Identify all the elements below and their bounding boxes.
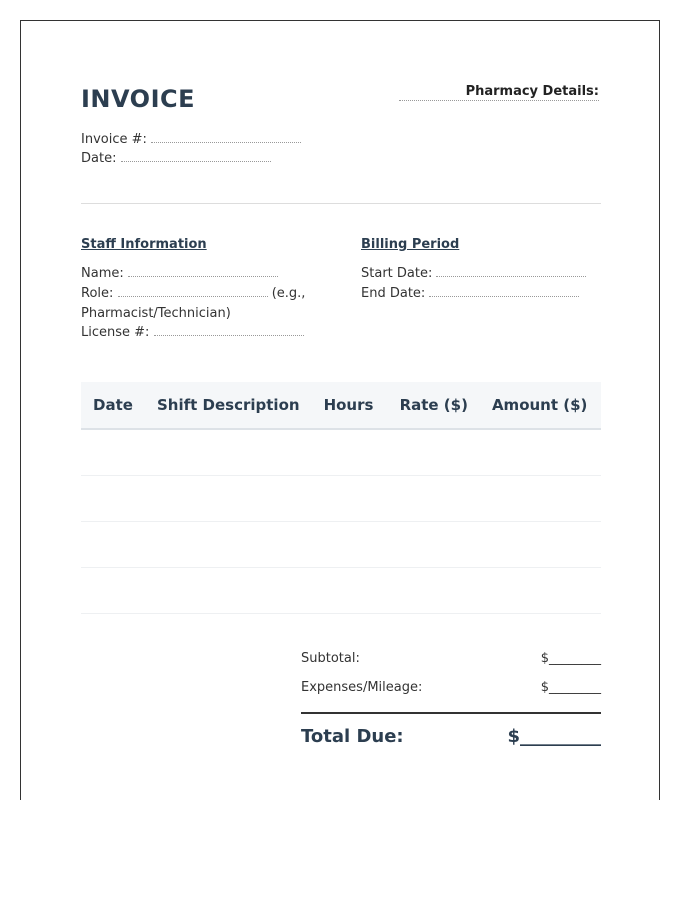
- table-row[interactable]: [81, 476, 601, 522]
- invoice-number-field[interactable]: [81, 132, 301, 147]
- invoice-title: INVOICE: [81, 85, 196, 113]
- cell-date[interactable]: [81, 568, 145, 614]
- billing-end-field[interactable]: [361, 286, 579, 301]
- staff-license-blank[interactable]: [154, 334, 304, 336]
- cell-hours[interactable]: [312, 568, 388, 614]
- billing-start-blank[interactable]: [436, 275, 586, 277]
- staff-license-field[interactable]: [81, 325, 304, 340]
- table-row[interactable]: [81, 522, 601, 568]
- cell-rate[interactable]: [388, 568, 480, 614]
- col-header-date: Date: [81, 382, 145, 429]
- table-header-row: [81, 382, 601, 429]
- cell-amount[interactable]: [480, 522, 601, 568]
- cell-amount[interactable]: [480, 476, 601, 522]
- invoice-date-blank[interactable]: [121, 160, 271, 162]
- invoice-page: [20, 20, 660, 800]
- staff-role-blank[interactable]: [118, 295, 268, 297]
- staff-role-label: Role:: [81, 286, 114, 301]
- staff-name-blank[interactable]: [128, 275, 278, 277]
- line-items-table: [81, 382, 601, 614]
- table-row[interactable]: [81, 568, 601, 614]
- subtotal-value[interactable]: $________: [540, 651, 601, 666]
- cell-date[interactable]: [81, 429, 145, 476]
- cell-hours[interactable]: [312, 476, 388, 522]
- staff-name-label: Name:: [81, 266, 124, 281]
- invoice-number-blank[interactable]: [151, 141, 301, 143]
- pharmacy-details-label: Pharmacy Details:: [399, 84, 599, 101]
- header-divider: [81, 203, 601, 204]
- billing-period-heading: Billing Period: [361, 237, 460, 252]
- cell-hours[interactable]: [312, 429, 388, 476]
- cell-date[interactable]: [81, 476, 145, 522]
- cell-shift-description[interactable]: [145, 522, 312, 568]
- cell-shift-description[interactable]: [145, 568, 312, 614]
- invoice-date-field[interactable]: [81, 151, 271, 166]
- staff-name-field[interactable]: [81, 266, 278, 281]
- total-due-label: Total Due:: [301, 726, 404, 747]
- billing-end-blank[interactable]: [429, 295, 579, 297]
- cell-amount[interactable]: [480, 568, 601, 614]
- col-header-shift-description: Shift Description: [145, 382, 312, 429]
- expenses-label: Expenses/Mileage:: [301, 680, 423, 695]
- cell-shift-description[interactable]: [145, 476, 312, 522]
- staff-info-heading: Staff Information: [81, 237, 207, 252]
- invoice-number-label: Invoice #:: [81, 132, 147, 147]
- invoice-date-label: Date:: [81, 151, 117, 166]
- billing-start-label: Start Date:: [361, 266, 433, 281]
- staff-role-hint-cont: Pharmacist/Technician): [81, 306, 231, 321]
- total-due-value[interactable]: $_________: [507, 726, 601, 747]
- cell-date[interactable]: [81, 522, 145, 568]
- col-header-amount: Amount ($): [480, 382, 601, 429]
- cell-shift-description[interactable]: [145, 429, 312, 476]
- expenses-value[interactable]: $________: [540, 680, 601, 695]
- staff-role-hint: (e.g.,: [271, 286, 306, 301]
- cell-amount[interactable]: [480, 429, 601, 476]
- total-divider: [301, 712, 601, 714]
- col-header-rate: Rate ($): [388, 382, 480, 429]
- staff-license-label: License #:: [81, 325, 150, 340]
- cell-hours[interactable]: [312, 522, 388, 568]
- billing-start-field[interactable]: [361, 266, 586, 281]
- col-header-hours: Hours: [312, 382, 388, 429]
- subtotal-label: Subtotal:: [301, 651, 360, 666]
- cell-rate[interactable]: [388, 429, 480, 476]
- staff-role-field[interactable]: [81, 286, 305, 301]
- table-row[interactable]: [81, 429, 601, 476]
- cell-rate[interactable]: [388, 522, 480, 568]
- cell-rate[interactable]: [388, 476, 480, 522]
- billing-end-label: End Date:: [361, 286, 426, 301]
